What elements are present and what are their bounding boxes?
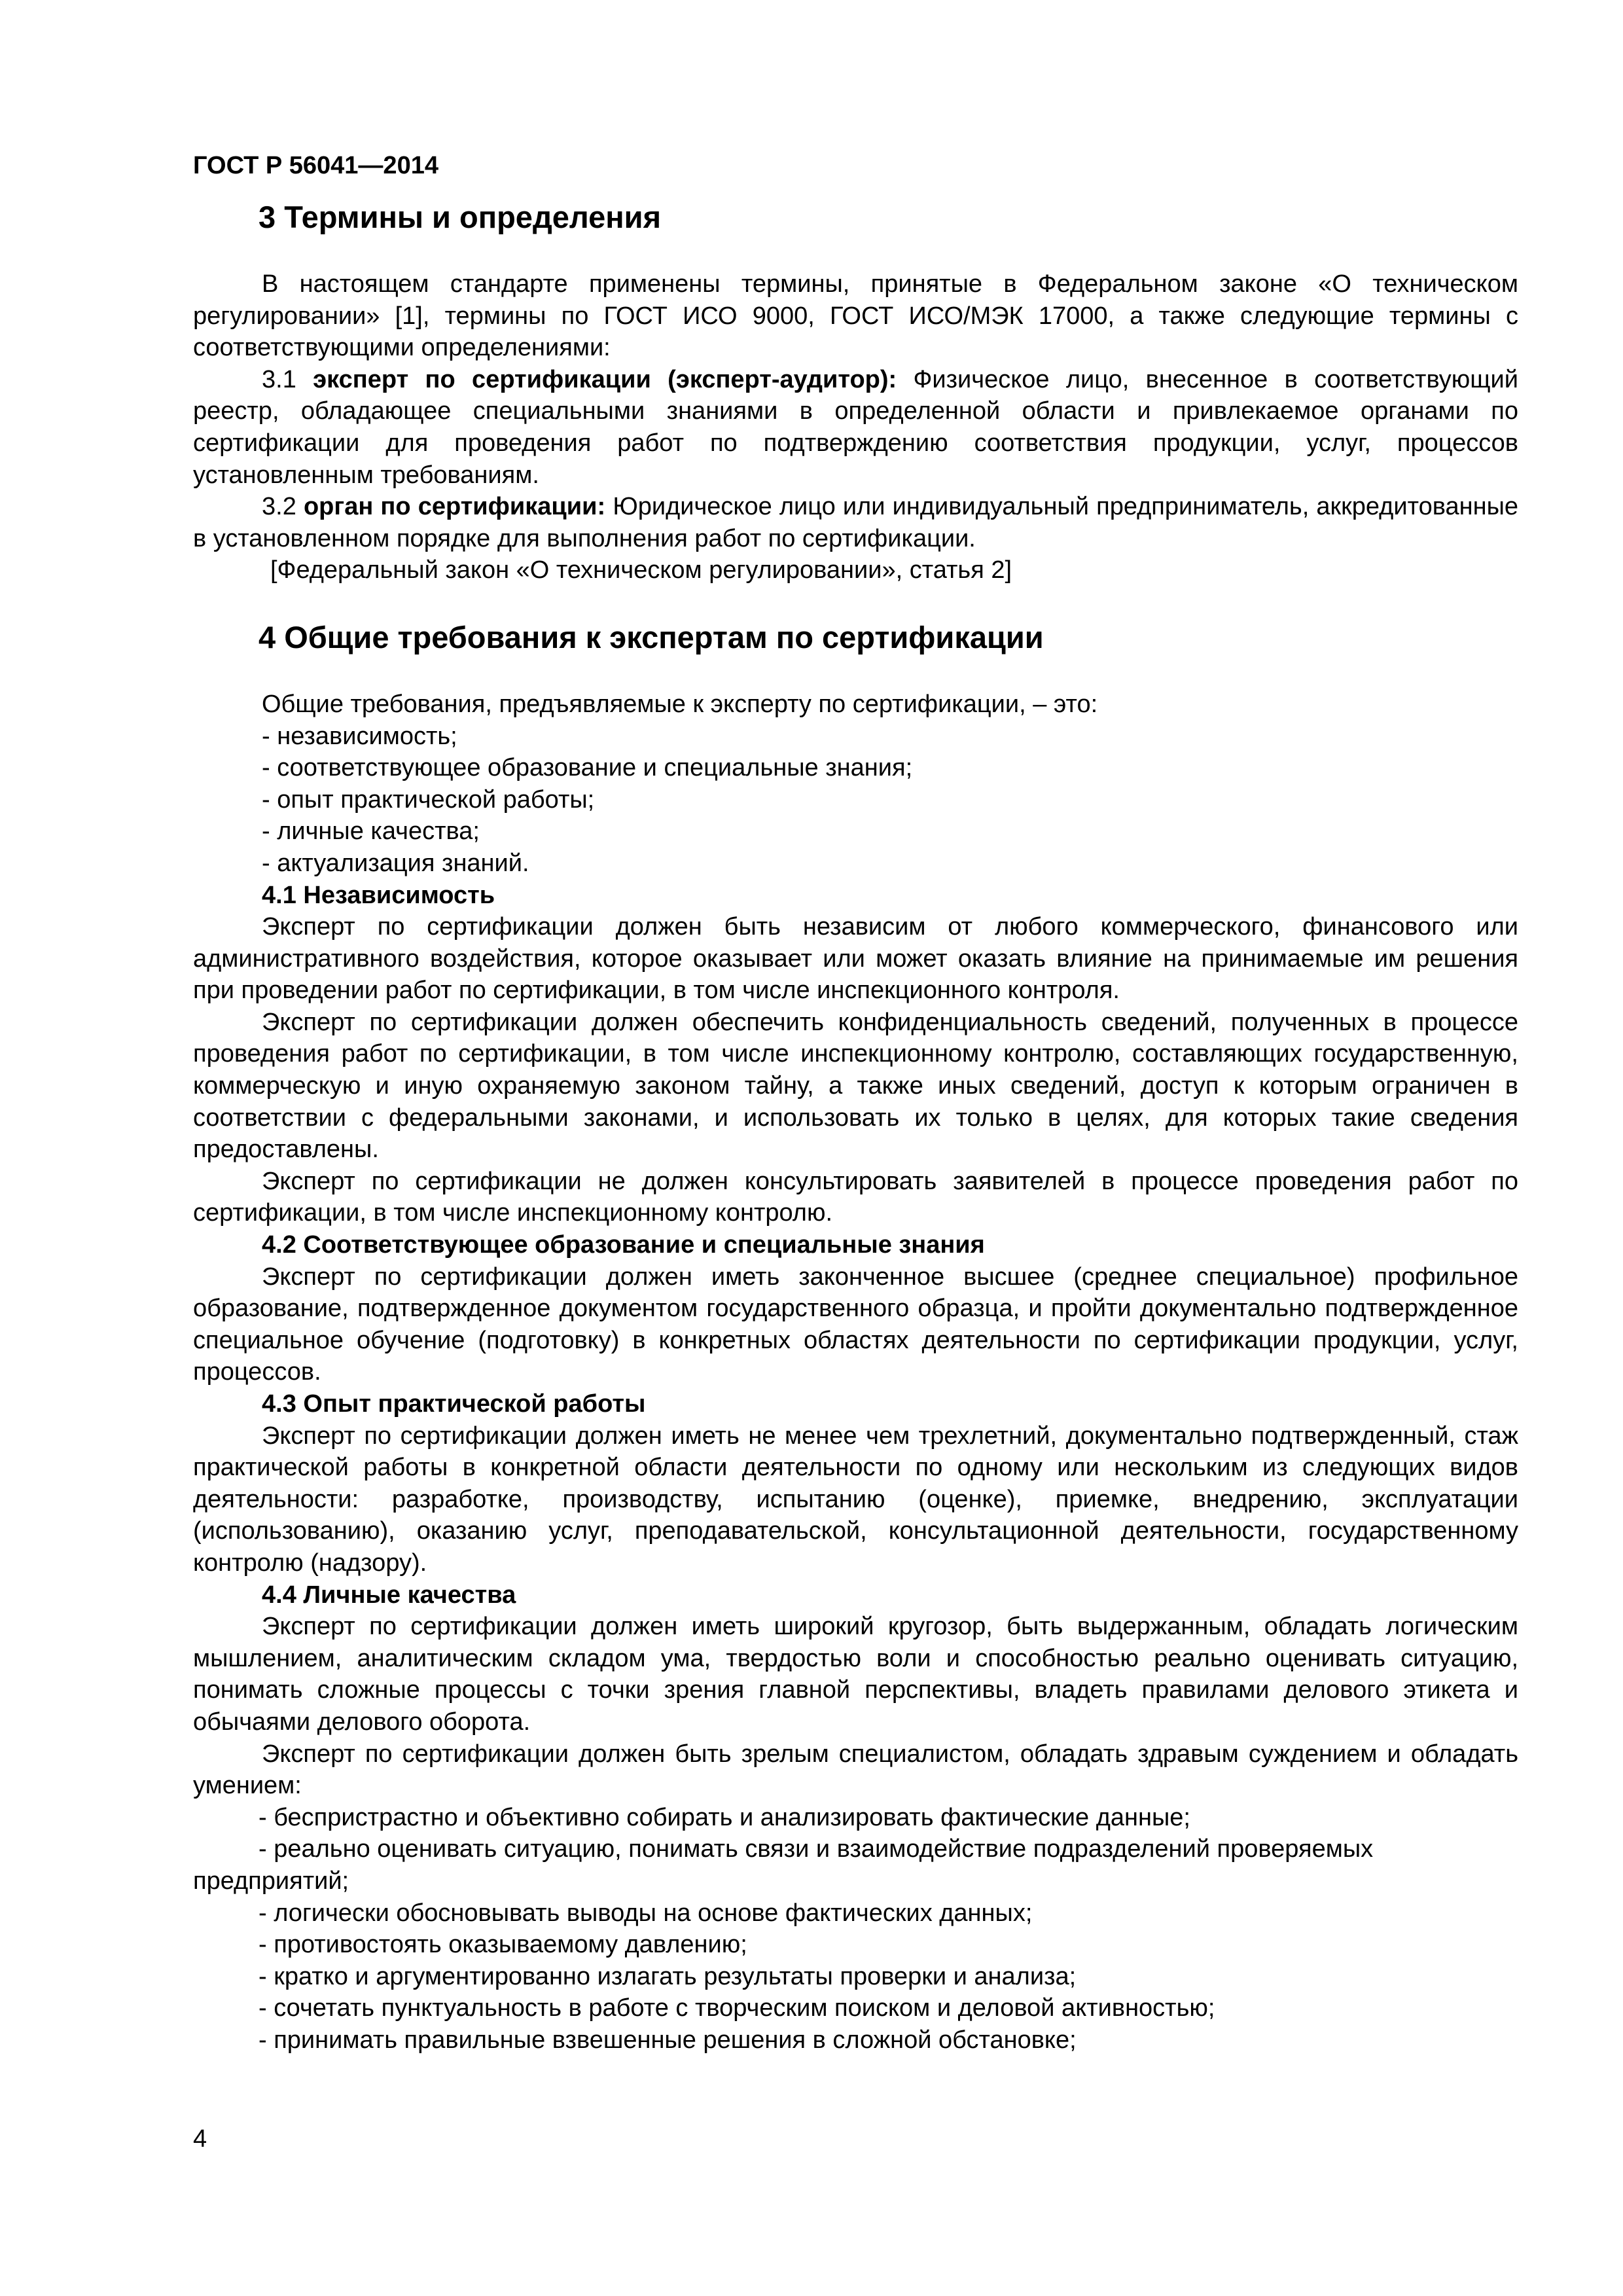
subsection-4-2-title: 4.2 Соответствующее образование и специальные знания (262, 1231, 985, 1259)
term-number: 3.2 (262, 493, 296, 521)
list-item: - личные качества; (262, 817, 480, 846)
document-page (193, 151, 1518, 2056)
list-item: - опыт практической работы; (262, 785, 595, 814)
skill-item: - беспристрастно и объективно собирать и анализировать фактические данные; (259, 1803, 1190, 1831)
subsection-4-4-title: 4.4 Личные качества (262, 1581, 516, 1609)
term-name: эксперт по сертификации (эксперт-аудитор): (313, 365, 897, 393)
document-code: ГОСТ Р 56041—2014 (193, 152, 438, 179)
paragraph: Эксперт по сертификации должен иметь законченное высшее (среднее специальное) профильное образование, подтвержденное документом государственного образца, и пройти документально подтвержденное специальное обучение (подготовку) в конкретных областях деятельности по сертификации продукции, услуг, процессов. (193, 1263, 1518, 1386)
skill-item: - кратко и аргументированно излагать результаты проверки и анализа; (259, 1962, 1077, 1990)
section-3-intro: В настоящем стандарте применены термины, принятые в Федеральном законе «О техническом регулировании» [1], термины по ГОСТ ИСО 9000, ГОСТ ИСО/МЭК 17000, а также следующие термины с соответствующими определениями: (193, 270, 1518, 362)
subsection-4-1-title: 4.1 Независимость (262, 881, 495, 909)
page-number: 4 (193, 2125, 207, 2153)
section-4-title: 4 Общие требования к экспертам по сертификации (259, 619, 1044, 655)
term-definition: Физическое лицо, внесенное в соответствующий реестр, обладающее специальными знаниями в определенной области и привлекаемое органами по сертификации для проведения работ по подтверждению соответствия продукции, услуг, процессов установленным требованиям. (193, 365, 1519, 489)
paragraph: Эксперт по сертификации должен быть зрелым специалистом, обладать здравым суждением и обладать умением: (193, 1740, 1518, 1800)
term-reference: [Федеральный закон «О техническом регулировании», статья 2] (270, 556, 1012, 584)
skill-item: - принимать правильные взвешенные решения в сложной обстановке; (259, 2026, 1077, 2054)
skill-item: - сочетать пунктуальность в работе с творческим поиском и деловой активностью; (259, 1994, 1215, 2022)
term-number: 3.1 (262, 365, 296, 393)
term-3-1 (193, 364, 1518, 491)
paragraph: Эксперт по сертификации не должен консультировать заявителей в процессе проведения работ по сертификации, в том числе инспекционному контролю. (193, 1167, 1518, 1227)
section-4-intro: Общие требования, предъявляемые к эксперту по сертификации, – это: (262, 690, 1098, 718)
paragraph: Эксперт по сертификации должен иметь широкий кругозор, быть выдержанным, обладать логическим мышлением, аналитическим складом ума, твердостью воли и способностью реально оценивать ситуацию, понимать сложные процессы с точки зрения главной перспективы, владеть правилами делового этикета и обычаями делового оборота. (193, 1613, 1518, 1736)
section-3-title: 3 Термины и определения (259, 200, 661, 234)
skill-item: - противостоять оказываемому давлению; (259, 1931, 747, 1959)
paragraph: Эксперт по сертификации должен иметь не менее чем трехлетний, документально подтвержденный, стаж практической работы в конкретной области деятельности по одному или нескольким из следующих видов деятельности: разработке, производству, испытанию (оценке), приемке, внедрению, эксплуатации (использованию), оказанию услуг, преподавательской, консультационной деятельности, государственному контролю (надзору). (193, 1422, 1518, 1577)
term-3-2 (193, 491, 1518, 554)
skill-item: - реально оценивать ситуацию, понимать связи и взаимодействие подразделений проверяемых предприятий; (193, 1835, 1374, 1895)
paragraph: Эксперт по сертификации должен быть независим от любого коммерческого, финансового или административного воздействия, которое оказывает или может оказать влияние на принимаемые им решения при проведении работ по сертификации, в том числе инспекционного контроля. (193, 913, 1518, 1005)
list-item: - независимость; (262, 722, 457, 750)
subsection-4-3-title: 4.3 Опыт практической работы (262, 1390, 646, 1418)
skill-item: - логически обосновывать выводы на основе фактических данных; (259, 1899, 1033, 1927)
list-item: - актуализация знаний. (262, 849, 529, 877)
paragraph: Эксперт по сертификации должен обеспечить конфиденциальность сведений, полученных в процессе проведения работ по сертификации, в том числе инспекционному контролю, составляющих государственную, коммерческую и иную охраняемую законом тайну, а также иных сведений, доступ к которым ограничен в соответствии с федеральными законами, и использовать их только в целях, для которых такие сведения предоставлены. (193, 1008, 1518, 1164)
term-name: орган по сертификации: (303, 493, 606, 521)
term-definition: Юридическое лицо или индивидуальный предприниматель, аккредитованные в установленном порядке для выполнения работ по сертификации. (193, 493, 1519, 552)
list-item: - соответствующее образование и специальные знания; (262, 754, 913, 782)
